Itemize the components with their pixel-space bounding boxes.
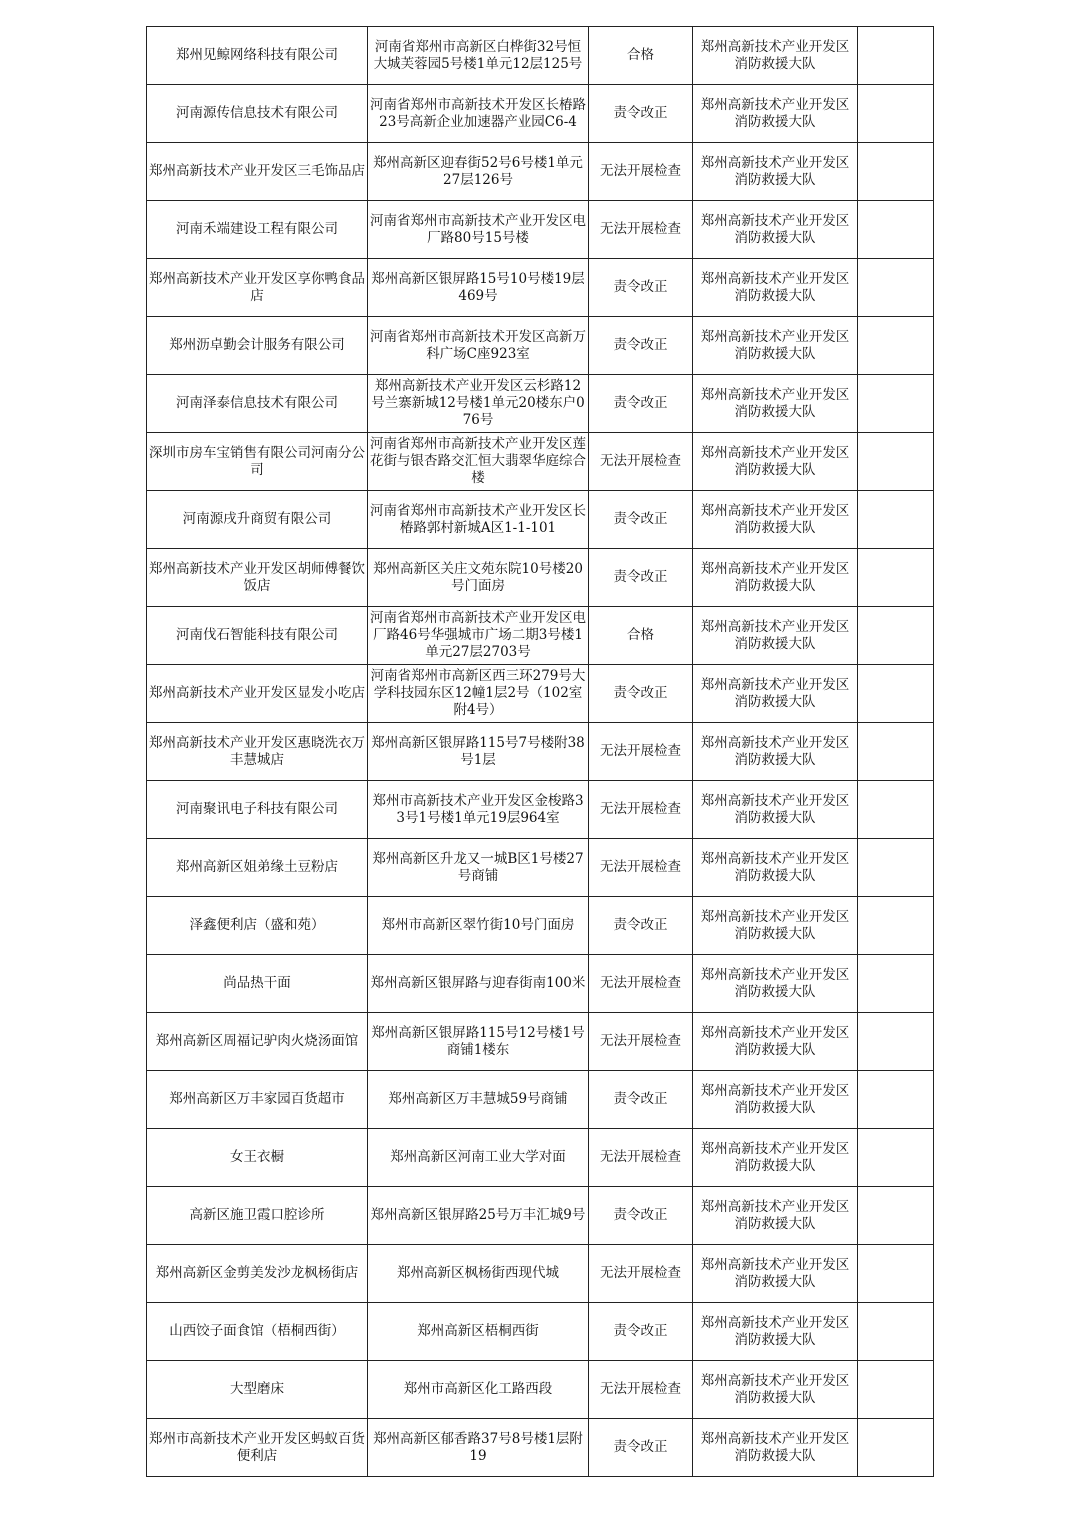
entity-name-cell: 女王衣橱 bbox=[147, 1129, 368, 1187]
inspection-unit-cell: 郑州高新技术产业开发区消防救援大队 bbox=[693, 665, 858, 723]
remark-cell bbox=[858, 433, 934, 491]
address-cell: 郑州高新区枫杨街西现代城 bbox=[368, 1245, 589, 1303]
inspection-result-cell: 无法开展检查 bbox=[589, 1361, 693, 1419]
address-cell: 郑州高新技术产业开发区云杉路12号兰寨新城12号楼1单元20楼东户076号 bbox=[368, 375, 589, 433]
address-cell: 郑州高新区关庄文苑东院10号楼20号门面房 bbox=[368, 549, 589, 607]
inspection-unit-cell: 郑州高新技术产业开发区消防救援大队 bbox=[693, 549, 858, 607]
table-row bbox=[147, 723, 934, 781]
address-cell: 郑州市高新区化工路西段 bbox=[368, 1361, 589, 1419]
table-row bbox=[147, 143, 934, 201]
inspection-unit-cell: 郑州高新技术产业开发区消防救援大队 bbox=[693, 317, 858, 375]
inspection-result-cell: 责令改正 bbox=[589, 665, 693, 723]
entity-name-cell: 郑州市高新技术产业开发区蚂蚁百货便利店 bbox=[147, 1419, 368, 1477]
inspection-unit-cell: 郑州高新技术产业开发区消防救援大队 bbox=[693, 1361, 858, 1419]
entity-name-cell: 郑州高新区万丰家园百货超市 bbox=[147, 1071, 368, 1129]
remark-cell bbox=[858, 781, 934, 839]
address-cell: 郑州高新区万丰慧城59号商铺 bbox=[368, 1071, 589, 1129]
table-row bbox=[147, 549, 934, 607]
remark-cell bbox=[858, 1303, 934, 1361]
table-row bbox=[147, 781, 934, 839]
table-row bbox=[147, 317, 934, 375]
entity-name-cell: 郑州高新技术产业开发区显发小吃店 bbox=[147, 665, 368, 723]
inspection-result-cell: 责令改正 bbox=[589, 375, 693, 433]
inspection-result-cell: 无法开展检查 bbox=[589, 839, 693, 897]
table-row bbox=[147, 491, 934, 549]
remark-cell bbox=[858, 955, 934, 1013]
table-row bbox=[147, 1419, 934, 1477]
table-row bbox=[147, 375, 934, 433]
inspection-result-cell: 责令改正 bbox=[589, 259, 693, 317]
remark-cell bbox=[858, 491, 934, 549]
address-cell: 河南省郑州市高新技术产业开发区电厂路80号15号楼 bbox=[368, 201, 589, 259]
table-row bbox=[147, 85, 934, 143]
remark-cell bbox=[858, 1187, 934, 1245]
address-cell: 郑州高新区河南工业大学对面 bbox=[368, 1129, 589, 1187]
remark-cell bbox=[858, 1013, 934, 1071]
inspection-result-cell: 无法开展检查 bbox=[589, 1013, 693, 1071]
inspection-unit-cell: 郑州高新技术产业开发区消防救援大队 bbox=[693, 723, 858, 781]
inspection-unit-cell: 郑州高新技术产业开发区消防救援大队 bbox=[693, 1013, 858, 1071]
entity-name-cell: 河南聚讯电子科技有限公司 bbox=[147, 781, 368, 839]
remark-cell bbox=[858, 839, 934, 897]
table-row bbox=[147, 259, 934, 317]
entity-name-cell: 大型磨床 bbox=[147, 1361, 368, 1419]
remark-cell bbox=[858, 1245, 934, 1303]
inspection-table bbox=[146, 26, 934, 1477]
address-cell: 郑州高新区郁香路37号8号楼1层附19 bbox=[368, 1419, 589, 1477]
entity-name-cell: 郑州高新区姐弟缘土豆粉店 bbox=[147, 839, 368, 897]
entity-name-cell: 河南源戌升商贸有限公司 bbox=[147, 491, 368, 549]
table-row bbox=[147, 201, 934, 259]
remark-cell bbox=[858, 375, 934, 433]
address-cell: 郑州高新区银屏路115号12号楼1号商铺1楼东 bbox=[368, 1013, 589, 1071]
inspection-result-cell: 责令改正 bbox=[589, 85, 693, 143]
entity-name-cell: 郑州高新技术产业开发区胡师傅餐饮饭店 bbox=[147, 549, 368, 607]
entity-name-cell: 泽鑫便利店（盛和苑） bbox=[147, 897, 368, 955]
inspection-result-cell: 无法开展检查 bbox=[589, 201, 693, 259]
remark-cell bbox=[858, 27, 934, 85]
inspection-result-cell: 无法开展检查 bbox=[589, 781, 693, 839]
inspection-unit-cell: 郑州高新技术产业开发区消防救援大队 bbox=[693, 781, 858, 839]
entity-name-cell: 郑州高新区金剪美发沙龙枫杨街店 bbox=[147, 1245, 368, 1303]
entity-name-cell: 郑州沥卓勤会计服务有限公司 bbox=[147, 317, 368, 375]
inspection-unit-cell: 郑州高新技术产业开发区消防救援大队 bbox=[693, 1303, 858, 1361]
address-cell: 郑州高新区梧桐西街 bbox=[368, 1303, 589, 1361]
entity-name-cell: 山西饺子面食馆（梧桐西街） bbox=[147, 1303, 368, 1361]
inspection-unit-cell: 郑州高新技术产业开发区消防救援大队 bbox=[693, 897, 858, 955]
address-cell: 郑州市高新区翠竹街10号门面房 bbox=[368, 897, 589, 955]
table-row bbox=[147, 1361, 934, 1419]
inspection-unit-cell: 郑州高新技术产业开发区消防救援大队 bbox=[693, 85, 858, 143]
table-row bbox=[147, 27, 934, 85]
remark-cell bbox=[858, 549, 934, 607]
entity-name-cell: 河南源传信息技术有限公司 bbox=[147, 85, 368, 143]
entity-name-cell: 深圳市房车宝销售有限公司河南分公司 bbox=[147, 433, 368, 491]
remark-cell bbox=[858, 897, 934, 955]
inspection-result-cell: 责令改正 bbox=[589, 1419, 693, 1477]
table-row bbox=[147, 955, 934, 1013]
remark-cell bbox=[858, 1361, 934, 1419]
table-row bbox=[147, 665, 934, 723]
remark-cell bbox=[858, 85, 934, 143]
table-row bbox=[147, 1013, 934, 1071]
address-cell: 河南省郑州市高新技术产业开发区莲花街与银杏路交汇恒大翡翠华庭综合楼 bbox=[368, 433, 589, 491]
address-cell: 河南省郑州市高新技术开发区高新万科广场C座923室 bbox=[368, 317, 589, 375]
remark-cell bbox=[858, 1071, 934, 1129]
inspection-result-cell: 合格 bbox=[589, 27, 693, 85]
address-cell: 郑州高新区迎春街52号6号楼1单元27层126号 bbox=[368, 143, 589, 201]
inspection-result-cell: 责令改正 bbox=[589, 1071, 693, 1129]
entity-name-cell: 郑州高新技术产业开发区享你鸭食品店 bbox=[147, 259, 368, 317]
table-row bbox=[147, 839, 934, 897]
remark-cell bbox=[858, 259, 934, 317]
remark-cell bbox=[858, 607, 934, 665]
inspection-unit-cell: 郑州高新技术产业开发区消防救援大队 bbox=[693, 143, 858, 201]
remark-cell bbox=[858, 143, 934, 201]
entity-name-cell: 尚品热干面 bbox=[147, 955, 368, 1013]
remark-cell bbox=[858, 1129, 934, 1187]
entity-name-cell: 河南伐石智能科技有限公司 bbox=[147, 607, 368, 665]
address-cell: 河南省郑州市高新技术产业开发区电厂路46号华强城市广场二期3号楼1单元27层2703号 bbox=[368, 607, 589, 665]
address-cell: 郑州高新区升龙又一城B区1号楼27号商铺 bbox=[368, 839, 589, 897]
address-cell: 河南省郑州市高新区西三环279号大学科技园东区12幢1层2号（102室附4号） bbox=[368, 665, 589, 723]
remark-cell bbox=[858, 201, 934, 259]
inspection-result-cell: 合格 bbox=[589, 607, 693, 665]
address-cell: 郑州高新区银屏路25号万丰汇城9号 bbox=[368, 1187, 589, 1245]
inspection-result-cell: 责令改正 bbox=[589, 317, 693, 375]
inspection-result-cell: 无法开展检查 bbox=[589, 143, 693, 201]
entity-name-cell: 郑州高新技术产业开发区惠晓洗衣万丰慧城店 bbox=[147, 723, 368, 781]
inspection-result-cell: 无法开展检查 bbox=[589, 433, 693, 491]
address-cell: 河南省郑州市高新技术开发区长椿路23号高新企业加速器产业园C6-4 bbox=[368, 85, 589, 143]
address-cell: 郑州高新区银屏路115号7号楼附38号1层 bbox=[368, 723, 589, 781]
table-row bbox=[147, 433, 934, 491]
inspection-result-cell: 责令改正 bbox=[589, 1303, 693, 1361]
inspection-unit-cell: 郑州高新技术产业开发区消防救援大队 bbox=[693, 27, 858, 85]
remark-cell bbox=[858, 723, 934, 781]
inspection-result-cell: 责令改正 bbox=[589, 1187, 693, 1245]
address-cell: 郑州高新区银屏路15号10号楼19层469号 bbox=[368, 259, 589, 317]
entity-name-cell: 河南禾端建设工程有限公司 bbox=[147, 201, 368, 259]
entity-name-cell: 河南泽泰信息技术有限公司 bbox=[147, 375, 368, 433]
address-cell: 河南省郑州市高新技术产业开发区长椿路郭村新城A区1-1-101 bbox=[368, 491, 589, 549]
inspection-result-cell: 无法开展检查 bbox=[589, 1129, 693, 1187]
entity-name-cell: 高新区施卫霞口腔诊所 bbox=[147, 1187, 368, 1245]
inspection-unit-cell: 郑州高新技术产业开发区消防救援大队 bbox=[693, 1129, 858, 1187]
inspection-result-cell: 责令改正 bbox=[589, 491, 693, 549]
remark-cell bbox=[858, 1419, 934, 1477]
inspection-unit-cell: 郑州高新技术产业开发区消防救援大队 bbox=[693, 955, 858, 1013]
address-cell: 郑州市高新技术产业开发区金梭路33号1号楼1单元19层964室 bbox=[368, 781, 589, 839]
inspection-unit-cell: 郑州高新技术产业开发区消防救援大队 bbox=[693, 1187, 858, 1245]
address-cell: 河南省郑州市高新区白桦街32号恒大城芙蓉园5号楼1单元12层125号 bbox=[368, 27, 589, 85]
table-row bbox=[147, 1187, 934, 1245]
inspection-unit-cell: 郑州高新技术产业开发区消防救援大队 bbox=[693, 491, 858, 549]
remark-cell bbox=[858, 665, 934, 723]
inspection-unit-cell: 郑州高新技术产业开发区消防救援大队 bbox=[693, 259, 858, 317]
address-cell: 郑州高新区银屏路与迎春街南100米 bbox=[368, 955, 589, 1013]
inspection-result-cell: 责令改正 bbox=[589, 897, 693, 955]
table-row bbox=[147, 1071, 934, 1129]
inspection-unit-cell: 郑州高新技术产业开发区消防救援大队 bbox=[693, 607, 858, 665]
inspection-unit-cell: 郑州高新技术产业开发区消防救援大队 bbox=[693, 433, 858, 491]
inspection-result-cell: 无法开展检查 bbox=[589, 1245, 693, 1303]
entity-name-cell: 郑州见鲸网络科技有限公司 bbox=[147, 27, 368, 85]
table-row bbox=[147, 1129, 934, 1187]
inspection-unit-cell: 郑州高新技术产业开发区消防救援大队 bbox=[693, 375, 858, 433]
inspection-result-cell: 无法开展检查 bbox=[589, 723, 693, 781]
inspection-unit-cell: 郑州高新技术产业开发区消防救援大队 bbox=[693, 201, 858, 259]
inspection-result-cell: 责令改正 bbox=[589, 549, 693, 607]
inspection-unit-cell: 郑州高新技术产业开发区消防救援大队 bbox=[693, 1245, 858, 1303]
inspection-unit-cell: 郑州高新技术产业开发区消防救援大队 bbox=[693, 1071, 858, 1129]
entity-name-cell: 郑州高新区周福记驴肉火烧汤面馆 bbox=[147, 1013, 368, 1071]
inspection-unit-cell: 郑州高新技术产业开发区消防救援大队 bbox=[693, 839, 858, 897]
inspection-unit-cell: 郑州高新技术产业开发区消防救援大队 bbox=[693, 1419, 858, 1477]
table-row bbox=[147, 1245, 934, 1303]
table-row bbox=[147, 607, 934, 665]
table-body bbox=[147, 27, 934, 1477]
entity-name-cell: 郑州高新技术产业开发区三毛饰品店 bbox=[147, 143, 368, 201]
remark-cell bbox=[858, 317, 934, 375]
table-row bbox=[147, 897, 934, 955]
table-row bbox=[147, 1303, 934, 1361]
inspection-result-cell: 无法开展检查 bbox=[589, 955, 693, 1013]
